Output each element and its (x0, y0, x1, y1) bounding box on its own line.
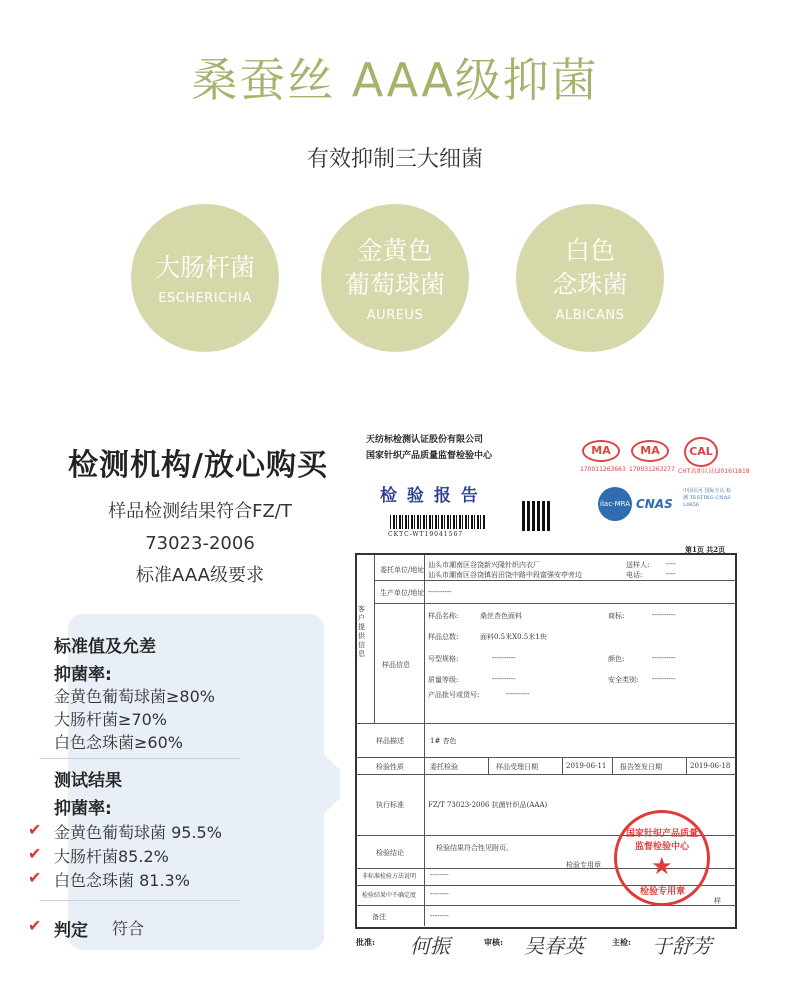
check-icon: ✔ (28, 868, 42, 887)
bacteria-cn-name: 大肠杆菌 (154, 252, 255, 282)
report-org-subname: 国家针织产品质量监督检验中心 (366, 451, 493, 461)
bacteria-cn-name: 白色 念珠菌 (552, 235, 628, 299)
form-label: 样品描述 (376, 737, 404, 745)
form-label: 产品批号或货号: (428, 691, 480, 699)
ma-stamp-number: 170011263663 (580, 466, 626, 473)
bacteria-en-name: ALBICANS (555, 307, 625, 323)
form-grid-line (374, 603, 736, 604)
report-number: CKTC-WT19041567 (388, 531, 464, 538)
form-label: 样品名称: (428, 612, 459, 620)
form-grid-line (488, 757, 489, 774)
form-value: ---------- (652, 611, 676, 619)
form-value: -------- (430, 912, 449, 920)
form-grid-line (686, 757, 687, 774)
form-label: 检验结果中不确定度 (362, 892, 417, 899)
form-section-label: 客户提供信息 (358, 605, 365, 658)
form-label: 颜色: (608, 655, 625, 663)
form-value: ---------- (428, 588, 452, 596)
form-label: 执行标准 (376, 801, 404, 809)
report-org-name: 天纺标检测认证股份有限公司 (366, 435, 484, 445)
form-label: 商标: (608, 612, 625, 620)
result-item: 白色念珠菌 81.3% (54, 871, 190, 890)
form-label: 样品受理日期 (496, 763, 538, 771)
institution-desc-line: 73023-2006 (145, 533, 255, 554)
form-grid-line (562, 757, 563, 774)
institution-desc-line: 标准AAA级要求 (136, 565, 264, 586)
form-value: 汕头市潮南区谷饶新兴隆针织内衣厂 (428, 561, 540, 569)
cnas-logo-icon: CNAS (636, 497, 673, 511)
form-grid-line (356, 905, 736, 906)
form-value: 2019-06-18 (690, 762, 731, 770)
panel-divider (40, 900, 240, 901)
standard-item: 大肠杆菌≥70% (54, 710, 167, 729)
form-value: -------- (430, 890, 449, 898)
form-value: 委托检验 (430, 763, 458, 771)
form-label: 报告签发日期 (620, 763, 662, 771)
form-value: 2019-06-11 (566, 762, 607, 770)
form-label: 检验结论 (376, 849, 404, 857)
approve-label: 批准: (356, 937, 375, 947)
standard-item: 金黄色葡萄球菌≥80% (54, 687, 215, 706)
bacteria-cn-name: 金黄色 葡萄球菌 (344, 235, 445, 299)
panel-divider (40, 758, 240, 759)
form-grid-line (356, 774, 736, 775)
result-rate-heading: 抑菌率: (54, 799, 112, 819)
standard-heading: 标准值及允差 (54, 637, 156, 657)
form-value: 汕头市潮南区谷饶镇岩田饶中路中段富强安亭旁边 (428, 571, 582, 579)
side-mark: 样 (714, 897, 721, 905)
form-label: 送样人: (626, 561, 650, 569)
form-grid-line (424, 555, 425, 926)
verdict-label: 判定 (54, 921, 88, 941)
form-value: FZ/T 73023-2006 抗菌针织品(AAA) (428, 801, 548, 809)
form-seal-note: 检验专用章 (566, 861, 601, 869)
form-value: ---------- (506, 690, 530, 698)
form-value: ---------- (652, 654, 676, 662)
bacteria-circle-aureus (321, 204, 469, 352)
verdict-value: 符合 (112, 919, 145, 938)
form-value: ---- (666, 560, 676, 568)
form-value: ---------- (492, 654, 516, 662)
form-label: 检验性质 (376, 763, 404, 771)
form-value: 1# 杏色 (430, 737, 457, 745)
bacteria-en-name: ESCHERICHIA (158, 290, 252, 306)
form-value: 检验结果符合性见附页。 (436, 844, 513, 852)
result-heading: 测试结果 (54, 771, 122, 791)
ma-stamp-icon: MA (582, 440, 620, 462)
form-label: 号型规格: (428, 655, 459, 663)
bacteria-circle-escherichia (131, 204, 279, 352)
form-value: 面料0.5米X0.5米1块 (480, 633, 547, 641)
ma-stamp-icon: MA (631, 440, 669, 462)
rate-heading: 抑菌率: (54, 665, 112, 685)
form-label: 备注 (372, 913, 386, 921)
test-signature: 于舒芳 (652, 934, 712, 958)
page-title: 桑蚕丝 AAA级抑菌 (191, 53, 599, 107)
check-icon: ✔ (28, 916, 42, 935)
review-signature: 吴春英 (524, 934, 584, 958)
form-label: 生产单位/地址 (380, 589, 425, 597)
form-grid-line (374, 580, 736, 581)
test-label: 主检: (612, 937, 631, 947)
page-subtitle: 有效抑制三大细菌 (306, 147, 483, 172)
form-label: 安全类别: (608, 676, 639, 684)
bacteria-en-name: AUREUS (366, 307, 424, 323)
result-item: 金黄色葡萄球菌 95.5% (54, 823, 222, 842)
form-label: 样品信息 (382, 661, 410, 669)
form-label: 质量等级: (428, 676, 459, 684)
form-label: 电话: (626, 571, 643, 579)
cnas-side-text: 中国认可 国际互认 检测 TESTING CNAS L0656 (683, 488, 732, 508)
seal-text: 国家针织产品质量监督检验中心 (625, 829, 698, 852)
form-label: 样品总数: (428, 633, 459, 641)
report-page-info: 第1页 共2页 (685, 545, 726, 554)
form-label: 非标准检验方法说明 (362, 873, 417, 880)
check-icon: ✔ (28, 820, 42, 839)
ilac-mra-logo-icon: ilac-MRA (598, 487, 632, 521)
form-value: ---------- (652, 675, 676, 683)
approve-signature: 何振 (410, 934, 450, 958)
ma-stamp-number: 170031263277 (629, 466, 675, 473)
form-value: ---- (666, 570, 676, 578)
cal-stamp-number: CHT高新认证(2016)1818 (678, 468, 750, 475)
review-label: 审核: (484, 937, 503, 947)
standard-item: 白色念珠菌≥60% (54, 733, 183, 752)
form-grid-line (356, 757, 736, 758)
qr-code-icon (522, 501, 552, 531)
form-value: 桑丝杏色面料 (480, 612, 522, 620)
check-icon: ✔ (28, 844, 42, 863)
result-item: 大肠杆菌85.2% (54, 847, 169, 866)
institution-title: 检测机构/放心购买 (68, 448, 328, 483)
seal-bottom-text: 检验专用章 (640, 887, 686, 897)
form-value: ---------- (492, 675, 516, 683)
barcode-icon (390, 515, 486, 529)
cal-stamp-icon: CAL (684, 437, 718, 467)
report-doc-title: 检 验 报 告 (380, 486, 480, 506)
institution-description (80, 496, 320, 592)
form-value: -------- (430, 871, 449, 879)
star-icon: ★ (651, 852, 673, 880)
form-label: 委托单位/地址 (380, 566, 425, 574)
form-grid-line (356, 723, 736, 724)
bacteria-circle-albicans (516, 204, 664, 352)
form-grid-line (612, 757, 613, 774)
institution-desc-line: 样品检测结果符合FZ/T (108, 501, 292, 522)
